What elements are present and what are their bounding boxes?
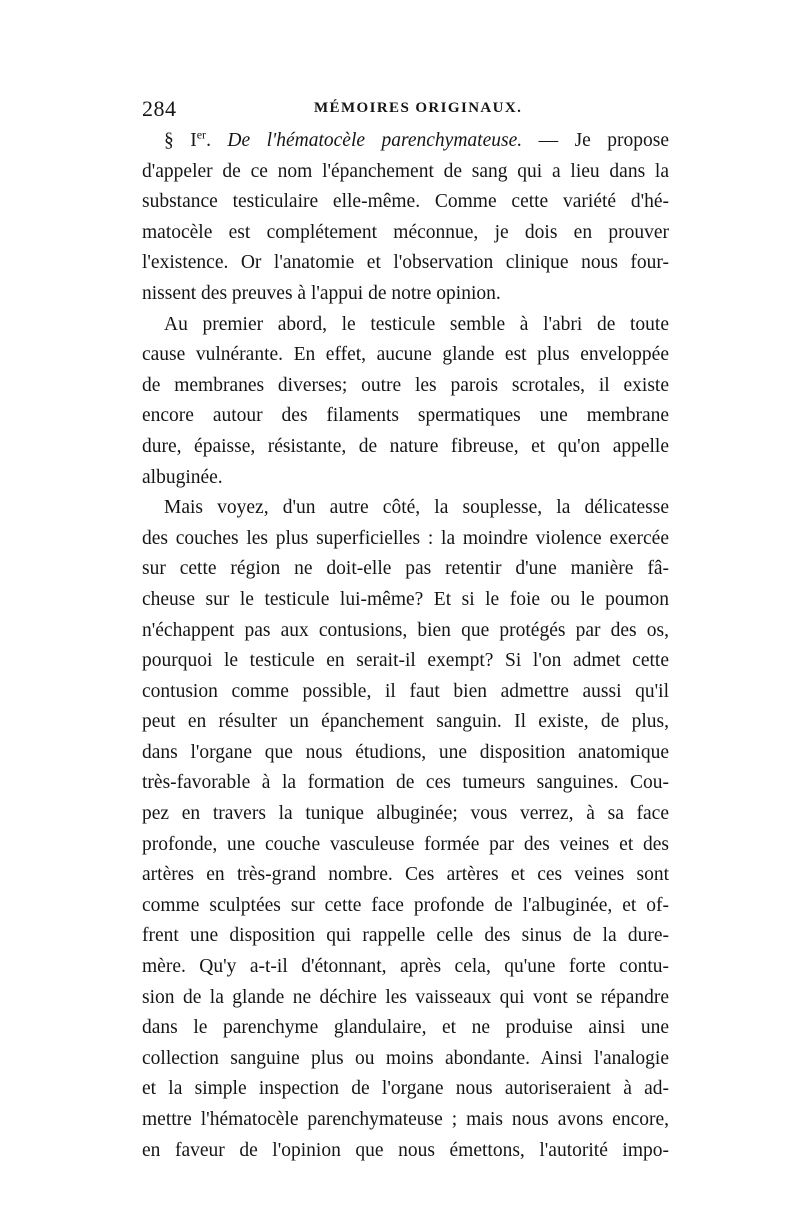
running-head: MÉMOIRES ORIGINAUX. (314, 100, 523, 116)
text-line: en faveur de l'opinion que nous émettons, l'autorité impo- (142, 1139, 669, 1161)
text-line: l'existence. Or l'anatomie et l'observation clinique nous four- (142, 252, 669, 274)
text-line: peut en résulter un épanchement sanguin. Il existe, de plus, (142, 711, 669, 733)
text-line: collection sanguine plus ou moins abondante. Ainsi l'analogie (142, 1047, 669, 1069)
body-text (142, 126, 669, 1166)
paragraph-first-line: Au premier abord, le testicule semble à l'abri de toute (164, 313, 669, 335)
text-line: pez en travers la tunique albuginée; vous verrez, à sa face (142, 803, 669, 825)
text-line: très-favorable à la formation de ces tumeurs sanguines. Cou- (142, 772, 669, 794)
text-line: et la simple inspection de l'organe nous autoriseraient à ad- (142, 1078, 669, 1100)
page-number: 284 (142, 96, 177, 121)
page-header (142, 96, 672, 124)
text-line: dans le parenchyme glandulaire, et ne produise ainsi une (142, 1017, 669, 1039)
text-line: dure, épaisse, résistante, de nature fibreuse, et qu'on appelle (142, 435, 669, 457)
text-line: contusion comme possible, il faut bien admettre aussi qu'il (142, 680, 669, 702)
text-line: des couches les plus superficielles : la moindre violence exercée (142, 527, 669, 549)
text-line: cheuse sur le testicule lui-même? Et si le foie ou le poumon (142, 588, 669, 610)
text-line: pourquoi le testicule en serait-il exempt? Si l'on admet cette (142, 650, 669, 672)
text-line: frent une disposition qui rappelle celle des sinus de la dure- (142, 925, 669, 947)
section-title: De l'hématocèle parenchymateuse. (227, 130, 523, 151)
section-title-separator: . (206, 130, 228, 151)
text-line: dans l'organe que nous étudions, une disposition anatomique (142, 741, 669, 763)
text-line: cause vulnérante. En effet, aucune glande est plus enveloppée (142, 344, 669, 366)
text-line: de membranes diverses; outre les parois scrotales, il existe (142, 374, 669, 396)
text-line: profonde, une couche vasculeuse formée par des veines et des (142, 833, 669, 855)
text-line: mettre l'hématocèle parenchymateuse ; mais nous avons encore, (142, 1109, 669, 1130)
paragraph-first-line: Mais voyez, d'un autre côté, la souplesse, la délicatesse (164, 497, 669, 519)
text-line: substance testiculaire elle-même. Comme cette variété d'hé- (142, 191, 669, 213)
text-line: albuginée. (142, 466, 223, 488)
section-mark-superscript: er (196, 127, 207, 142)
text-line: mère. Qu'y a-t-il d'étonnant, après cela, qu'une forte contu- (142, 956, 669, 978)
section-heading-continuation: — Je propose (522, 130, 669, 151)
text-line: comme sculptées sur cette face profonde de l'albuginée, et of- (142, 894, 669, 916)
text-line: encore autour des filaments spermatiques une membrane (142, 405, 669, 427)
text-line: matocèle est complétement méconnue, je dois en prouver (142, 221, 669, 243)
section-mark: § I (164, 130, 197, 151)
text-line: n'échappent pas aux contusions, bien que protégés par des os, (142, 619, 669, 641)
section-heading-line (142, 126, 669, 157)
text-line: sion de la glande ne déchire les vaisseaux qui vont se répandre (142, 986, 669, 1008)
text-line: nissent des preuves à l'appui de notre opinion. (142, 282, 501, 304)
text-line: artères en très-grand nombre. Ces artères et ces veines sont (142, 864, 669, 886)
text-line: sur cette région ne doit-elle pas retentir d'une manière fâ- (142, 558, 669, 580)
text-line: d'appeler de ce nom l'épanchement de sang qui a lieu dans la (142, 160, 669, 182)
